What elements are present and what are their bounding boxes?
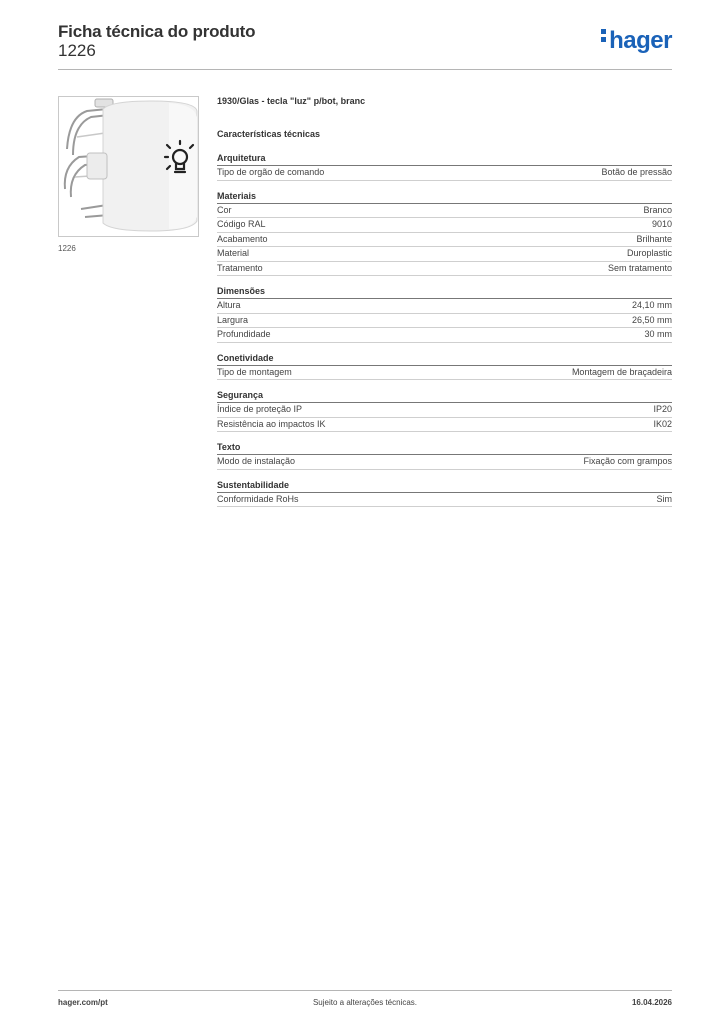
section-title: Texto bbox=[217, 442, 672, 455]
spec-label: Acabamento bbox=[217, 233, 268, 244]
spec-label: Índice de proteção IP bbox=[217, 404, 303, 414]
spec-label: Código RAL bbox=[217, 219, 266, 229]
technical-changes-notice: Sujeito a alterações técnicas. bbox=[312, 998, 418, 1007]
spec-label: Altura bbox=[217, 300, 241, 310]
spec-row bbox=[217, 299, 672, 314]
spec-value: Brilhante bbox=[636, 233, 672, 244]
product-name: 1930/Glas - tecla "luz" p/bot, branc bbox=[217, 96, 366, 106]
spec-label: Tratamento bbox=[217, 262, 263, 273]
spec-label: Resistência ao impactos IK bbox=[217, 418, 326, 429]
spec-value: Duroplastic bbox=[626, 248, 672, 258]
section-title: Arquitetura bbox=[217, 153, 672, 166]
spec-value: IP20 bbox=[653, 404, 672, 414]
spec-label: Profundidade bbox=[217, 329, 271, 339]
page-header bbox=[58, 22, 672, 60]
document-date: 16.04.2026 bbox=[631, 998, 672, 1007]
spec-label: Largura bbox=[217, 314, 249, 325]
section-title: Conetividade bbox=[217, 353, 672, 366]
spec-row bbox=[217, 328, 672, 343]
logo-text: hager bbox=[609, 27, 672, 54]
spec-row bbox=[217, 493, 672, 508]
spec-section bbox=[217, 286, 672, 343]
product-number: 1226 bbox=[58, 41, 96, 60]
spec-value: 24,10 mm bbox=[631, 300, 672, 310]
product-image bbox=[58, 96, 199, 237]
spec-label: Cor bbox=[217, 204, 232, 215]
spec-section bbox=[217, 153, 672, 181]
technical-characteristics-heading: Características técnicas bbox=[217, 129, 321, 139]
spec-label: Conformidade RoHs bbox=[217, 493, 299, 504]
page-title: Ficha técnica do produto bbox=[58, 22, 256, 41]
spec-row bbox=[217, 218, 672, 233]
spec-value: 30 mm bbox=[644, 329, 672, 339]
spec-sections bbox=[217, 153, 672, 507]
section-title: Materiais bbox=[217, 191, 672, 204]
spec-row bbox=[217, 204, 672, 219]
spec-label: Tipo de orgão de comando bbox=[217, 167, 325, 177]
hager-logo bbox=[601, 29, 672, 53]
spec-label: Tipo de montagem bbox=[217, 366, 292, 377]
spec-label: Modo de instalação bbox=[217, 456, 296, 466]
spec-section bbox=[217, 480, 672, 508]
header-divider bbox=[58, 69, 672, 70]
spec-section bbox=[217, 353, 672, 381]
spec-row bbox=[217, 262, 672, 277]
spec-section bbox=[217, 390, 672, 432]
spec-row bbox=[217, 403, 672, 418]
spec-row bbox=[217, 455, 672, 470]
spec-value: Botão de pressão bbox=[601, 167, 672, 177]
spec-label: Material bbox=[217, 248, 250, 258]
spec-value: Sem tratamento bbox=[607, 262, 672, 273]
spec-row bbox=[217, 233, 672, 248]
spec-row bbox=[217, 247, 672, 262]
spec-row bbox=[217, 166, 672, 181]
spec-value: Montagem de braçadeira bbox=[571, 366, 672, 377]
section-title: Segurança bbox=[217, 390, 672, 403]
spec-section bbox=[217, 191, 672, 277]
spec-row bbox=[217, 418, 672, 433]
section-title: Dimensões bbox=[217, 286, 672, 299]
spec-value: Sim bbox=[656, 493, 672, 504]
image-caption: 1226 bbox=[58, 244, 76, 253]
product-specs bbox=[217, 96, 672, 507]
spec-row bbox=[217, 314, 672, 329]
product-photo-icon bbox=[59, 97, 198, 236]
spec-row bbox=[217, 366, 672, 381]
section-title: Sustentabilidade bbox=[217, 480, 672, 493]
footer-divider bbox=[58, 990, 672, 991]
logo-dots-icon bbox=[601, 29, 607, 45]
spec-section bbox=[217, 442, 672, 470]
spec-value: IK02 bbox=[653, 418, 672, 429]
spec-value: 26,50 mm bbox=[631, 314, 672, 325]
spec-value: 9010 bbox=[651, 219, 672, 229]
website-link[interactable]: hager.com/pt bbox=[58, 998, 108, 1007]
spec-value: Branco bbox=[643, 204, 672, 215]
spec-value: Fixação com grampos bbox=[583, 456, 672, 466]
